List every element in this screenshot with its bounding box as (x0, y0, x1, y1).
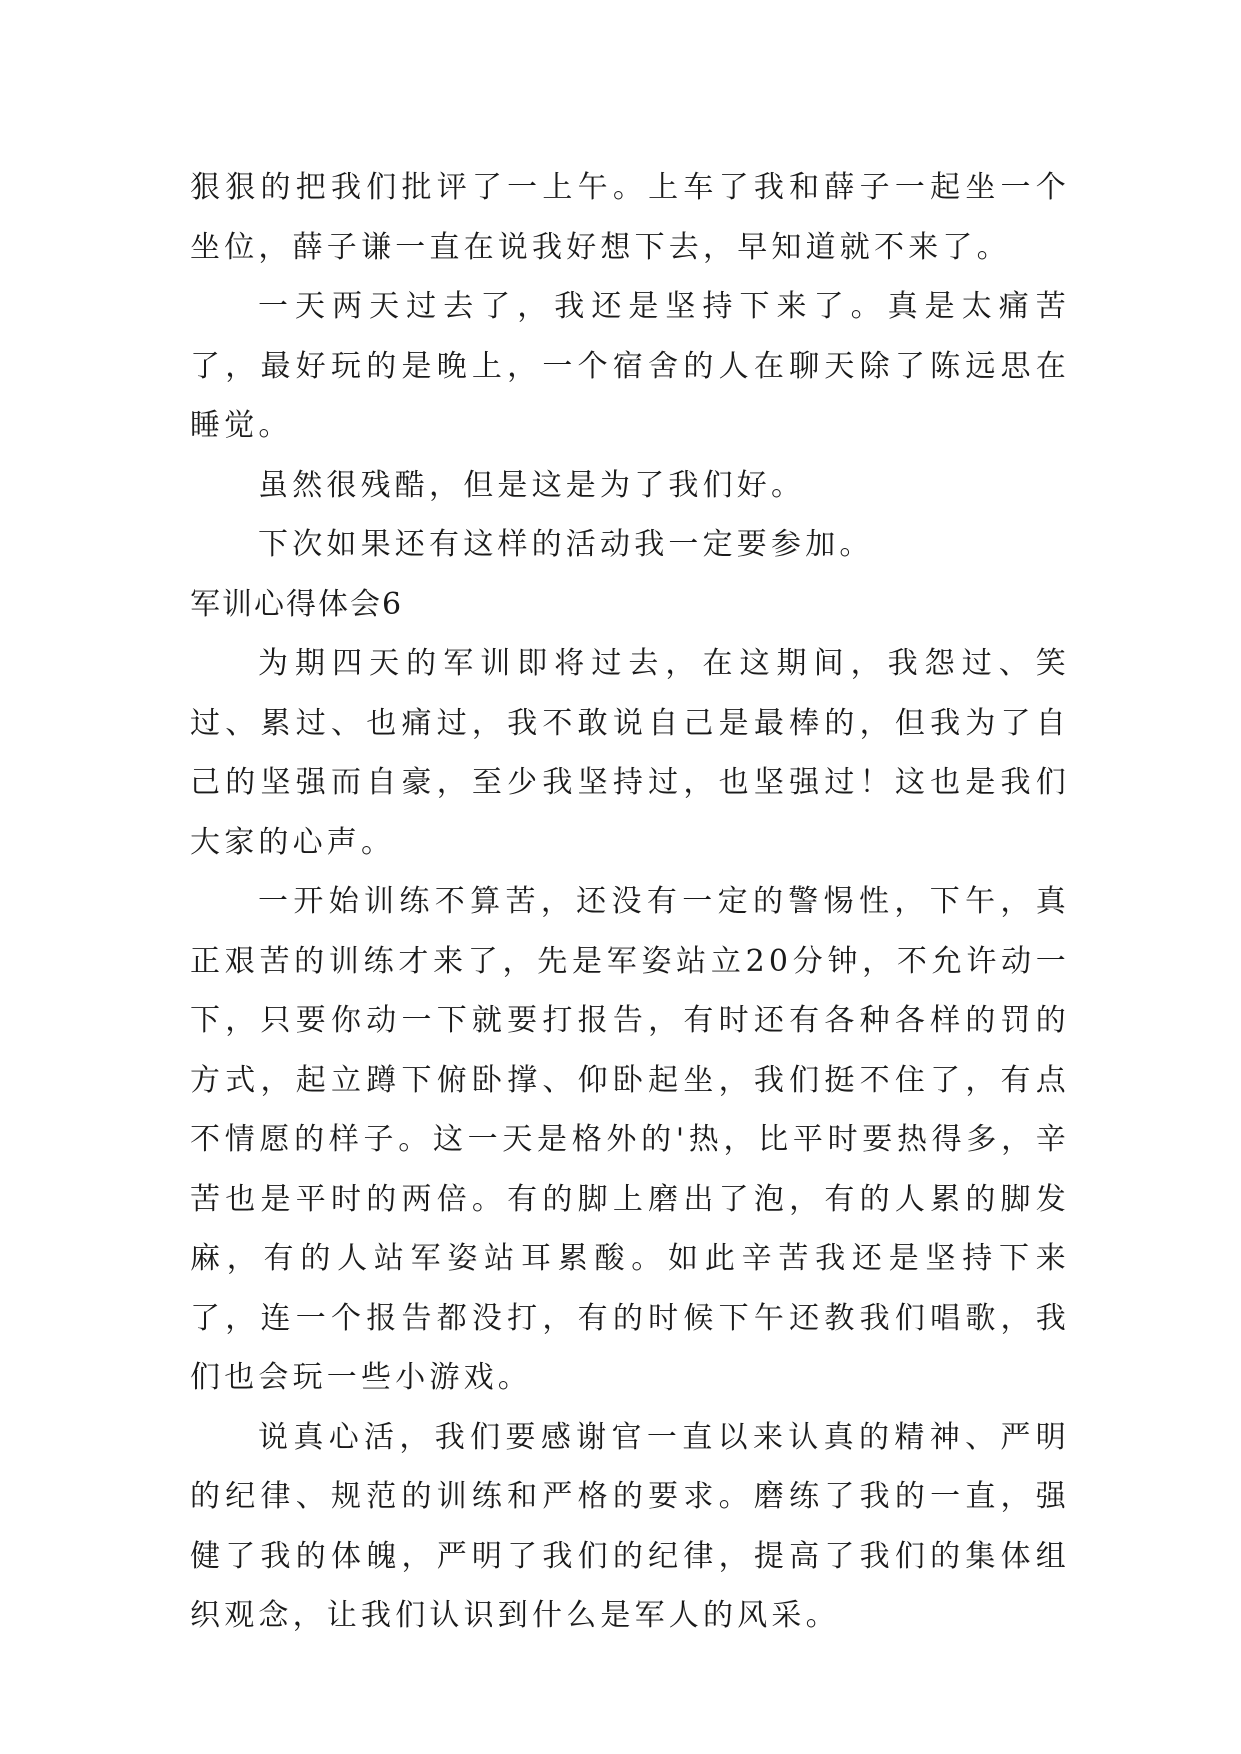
paragraph-next-time: 下次如果还有这样的活动我一定要参加。 (258, 527, 874, 562)
section-heading: 军训心得体会6 (190, 586, 404, 622)
paragraph-cruel-but-good: 虽然很残酷，但是这是为了我们好。 (258, 467, 806, 503)
paragraph-four-days: 为期四天的军训即将过去，在这期间，我怨过、笑过、累过、也痛过，我不敢说自己是最棒的，但我为了自己的坚强而自豪，至少我坚持过，也坚强过！这也是我们大家的心声。 (190, 646, 1070, 860)
paragraph-training-hardship: 一开始训练不算苦，还没有一定的警惕性，下午，真正艰苦的训练才来了，先是军姿站立20分钟，不允许动一下，只要你动一下就要打报告，有时还有各种各样的罚的方式，起立蹲下俯卧撑、仰卧起坐，我们挺不住了，有点不情愿的样子。这一天是格外的'热，比平时要热得多，辛苦也是平时的两倍。有的脚上磨出了泡，有的人累的脚发麻，有的人站军姿站耳累酸。如此辛苦我还是坚持下来了，连一个报告都没打，有的时候下午还教我们唱歌，我们也会玩一些小游戏。 (190, 884, 1070, 1395)
paragraph-gratitude: 说真心活，我们要感谢官一直以来认真的精神、严明的纪律、规范的训练和严格的要求。磨练了我的一直，强健了我的体魄，严明了我们的纪律，提高了我们的集体组织观念，让我们认识到什么是军人的风采。 (190, 1419, 1070, 1633)
document-body (190, 158, 1070, 1646)
paragraph-continuation: 狠狠的把我们批评了一上午。上车了我和薛子一起坐一个坐位，薛子谦一直在说我好想下去，早知道就不来了。 (190, 170, 1070, 265)
paragraph-days-passing: 一天两天过去了，我还是坚持下来了。真是太痛苦了，最好玩的是晚上，一个宿舍的人在聊天除了陈远思在睡觉。 (190, 289, 1070, 443)
